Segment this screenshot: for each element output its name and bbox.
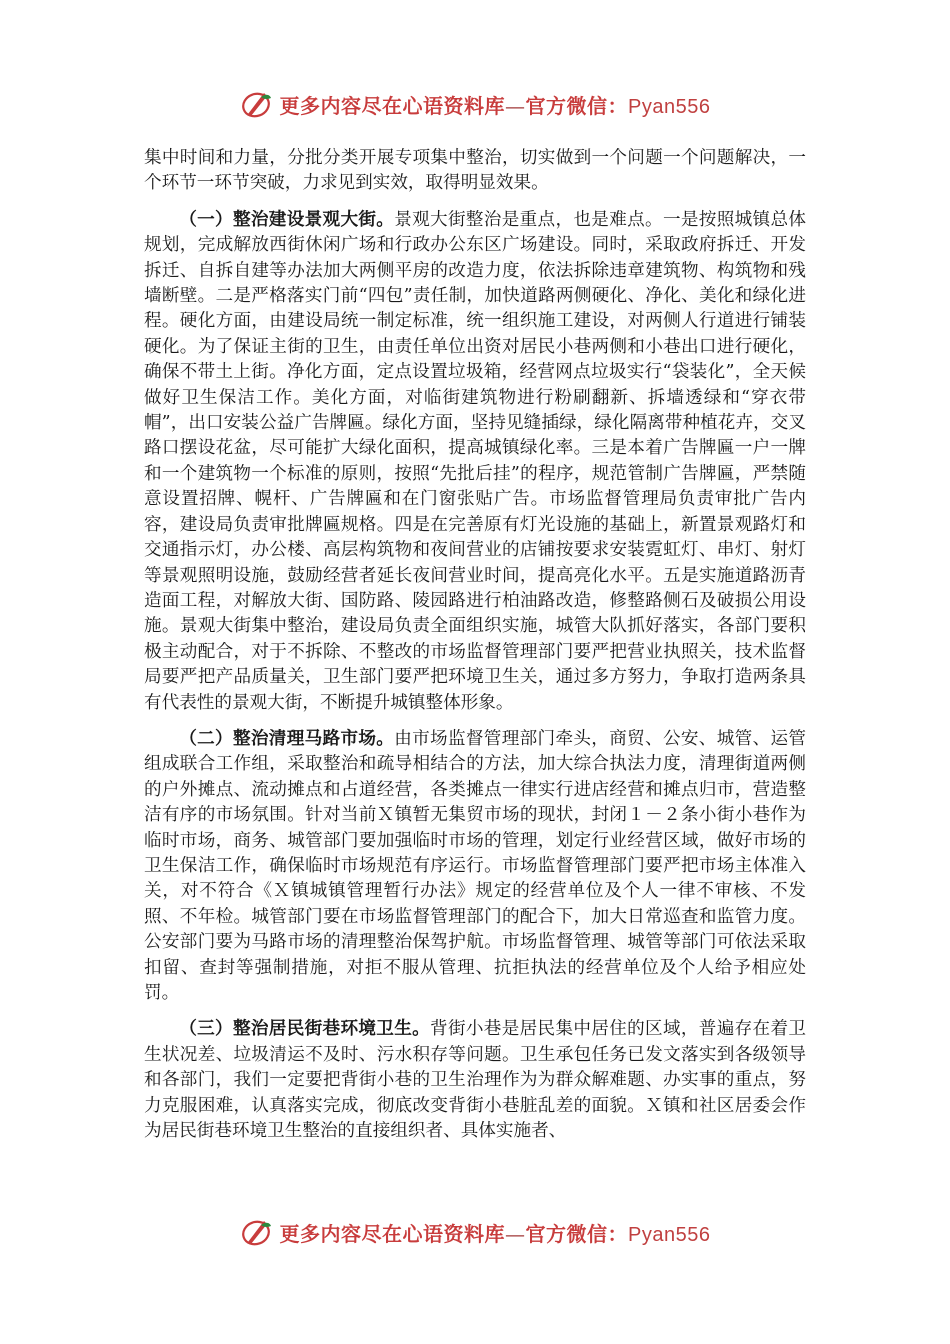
section-paragraph-1 — [144, 207, 806, 716]
header-banner — [0, 84, 950, 124]
document-body — [144, 146, 806, 1144]
section-paragraph-3 — [144, 1016, 806, 1144]
footer-wechat-id: Pyan556 — [628, 1223, 711, 1246]
section-paragraph-2 — [144, 726, 806, 1006]
footer-label-a: 更多内容尽在心语资料库 — [279, 1221, 506, 1246]
section-heading-3: （三）整治居民街巷环境卫生。 — [179, 1018, 431, 1040]
banner-wechat-id: Pyan556 — [628, 95, 711, 118]
section-heading-1: （一）整治建设景观大街。 — [179, 208, 395, 230]
footer-banner — [0, 1212, 950, 1252]
section-body-3: 背街小巷是居民集中居住的区域，普遍存在着卫生状况差、垃圾清运不及时、污水积存等问题。卫生承包任务已发文落实到各级领导和各部门，我们一定要把背街小巷的卫生治理作为为群众解难题、办实事的重点，努力克服困难，认真落实完成，彻底改变背街小巷脏乱差的面貌。Ｘ镇和社区居委会作为居民街巷环境卫生整治的直接组织者、具体实施者、 — [144, 1019, 806, 1142]
banner-label-b: 官方微信： — [525, 93, 629, 118]
footer-label-b: 官方微信： — [525, 1221, 629, 1246]
intro-paragraph: 集中时间和力量，分批分类开展专项集中整治，切实做到一个问题一个问题解决，一个环节一环节突破，力求见到实效，取得明显效果。 — [144, 148, 806, 194]
banner-label-a: 更多内容尽在心语资料库 — [279, 93, 506, 118]
pen-leaf-logo-icon — [240, 87, 274, 121]
footer-separator: — — [505, 1221, 526, 1246]
section-body-2: 由市场监督管理部门牵头，商贸、公安、城管、运管组成联合工作组，采取整治和疏导相结合的方法，加大综合执法力度，清理街道两侧的户外摊点、流动摊点和占道经营，各类摊点一律实行进店经营和摊点归市，营造整洁有序的市场氛围。针对当前Ｘ镇暂无集贸市场的现状，封闭１－２条小街小巷作为临时市场，商务、城管部门要加强临时市场的管理，划定行业经营区域，做好市场的卫生保洁工作，确保临时市场规范有序运行。市场监督管理部门要严把市场主体准入关，对不符合《Ｘ镇城镇管理暂行办法》规定的经营单位及个人一律不审核、不发照、不年检。城管部门要在市场监督管理部门的配合下，加大日常巡查和监管力度。公安部门要为马路市场的清理整治保驾护航。市场监督管理、城管等部门可依法采取扣留、查封等强制措施，对拒不服从管理、抗拒执法的经营单位及个人给予相应处罚。 — [144, 728, 806, 1003]
banner-text — [280, 90, 711, 119]
pen-leaf-logo-icon — [240, 1215, 274, 1249]
section-body-1: 景观大街整治是重点，也是难点。一是按照城镇总体规划，完成解放西街休闲广场和行政办公东区广场建设。同时，采取政府拆迁、开发拆迁、自拆自建等办法加大两侧平房的改造力度，依法拆除违章建筑物、构筑物和残墙断壁。二是严格落实门前“四包”责任制，加快道路两侧硬化、净化、美化和绿化进程。硬化方面，由建设局统一制定标准，统一组织施工建设，对两侧人行道进行铺装硬化。为了保证主街的卫生，由责任单位出资对居民小巷两侧和小巷出口进行硬化，确保不带土上街。净化方面，定点设置垃圾箱，经营网点垃圾实行“袋装化”，全天候做好卫生保洁工作。美化方面，对临街建筑物进行粉刷翻新、拆墙透绿和“穿衣带帽”，出口安装公益广告牌匾。绿化方面，坚持见缝插绿，绿化隔离带种植花卉，交叉路口摆设花盆，尽可能扩大绿化面积，提高城镇绿化率。三是本着广告牌匾一户一牌和一个建筑物一个标准的原则，按照“先批后挂”的程序，规范管制广告牌匾，严禁随意设置招牌、幌杆、广告牌匾和在门窗张贴广告。市场监督管理局负责审批广告内容，建设局负责审批牌匾规格。四是在完善原有灯光设施的基础上，新置景观路灯和交通指示灯，办公楼、高层构筑物和夜间营业的店铺按要求安装霓虹灯、串灯、射灯等景观照明设施，鼓励经营者延长夜间营业时间，提高亮化水平。五是实施道路沥青造面工程，对解放大街、国防路、陵园路进行柏油路改造，修整路侧石及破损公用设施。景观大街集中整治，建设局负责全面组织实施，城管大队抓好落实，各部门要积极主动配合，对于不拆除、不整改的市场监督管理部门要严把营业执照关，技术监督局要严把产品质量关，卫生部门要严把环境卫生关，通过多方努力，争取打造两条具有代表性的景观大街，不断提升城镇整体形象。 — [144, 209, 806, 713]
section-heading-2: （二）整治清理马路市场。 — [179, 727, 395, 749]
footer-banner-text — [280, 1218, 711, 1247]
banner-separator: — — [505, 93, 526, 118]
